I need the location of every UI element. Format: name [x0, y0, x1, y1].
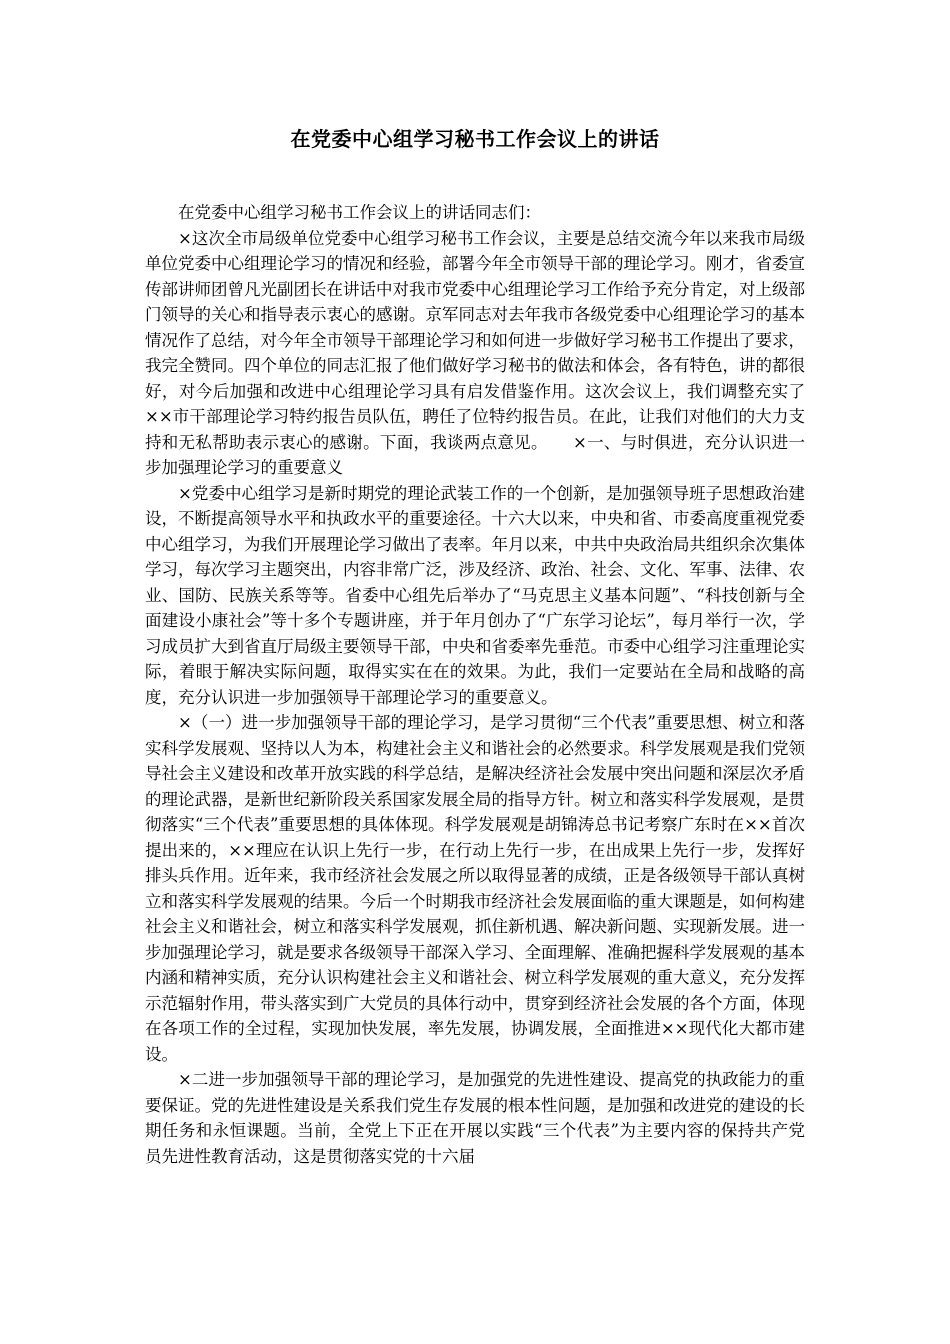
document-title: 在党委中心组学习秘书工作会议上的讲话	[290, 127, 660, 151]
paragraph: ×（一）进一步加强领导干部的理论学习，是学习贯彻“三个代表”重要思想、树立和落实科学发展观、坚持以人为本，构建社会主义和谐社会的必然要求。科学发展观是我们党领导社会主义建设和改革开放实践的科学总结，是解决经济社会发展中突出问题和深层次矛盾的理论武器，是新世纪新阶段关系国家发展全局的指导方针。树立和落实科学发展观，是贯彻落实“三个代表”重要思想的具体体现。科学发展观是胡锦涛总书记考察广东时在××首次提出来的，××理应在认识上先行一步，在行动上先行一步，在出成果上先行一步，发挥好排头兵作用。近年来，我市经济社会发展之所以取得显著的成绩，正是各级领导干部认真树立和落实科学发展观的结果。今后一个时期我市经济社会发展面临的重大课题是，如何构建社会主义和谐社会，树立和落实科学发展观，抓住新机遇、解决新问题、实现新发展。进一步加强理论学习，就是要求各级领导干部深入学习、全面理解、准确把握科学发展观的基本内涵和精神实质，充分认识构建社会主义和谐社会、树立科学发展观的重大意义，充分发挥示范辐射作用，带头落实到广大党员的具体行动中，贯穿到经济社会发展的各个方面，体现在各项工作的全过程，实现加快发展，率先发展，协调发展，全面推进××现代化大都市建设。	[145, 713, 805, 1064]
paragraph: ×二进一步加强领导干部的理论学习，是加强党的先进性建设、提高党的执政能力的重要保证。党的先进性建设是关系我们党生存发展的根本性问题，是加强和改进党的建设的长期任务和永恒课题。当前，全党上下正在开展以实践“三个代表”为主要内容的保持共产党员先进性教育活动，这是贯彻落实党的十六届	[145, 1070, 805, 1166]
document-body	[145, 200, 805, 1169]
paragraph: ×党委中心组学习是新时期党的理论武装工作的一个创新，是加强领导班子思想政治建设，不断提高领导水平和执政水平的重要途径。十六大以来，中央和省、市委高度重视党委中心组学习，为我们开展理论学习做出了表率。年月以来，中共中央政治局共组织余次集体学习，每次学习主题突出，内容非常广泛，涉及经济、政治、社会、文化、军事、法律、农业、国防、民族关系等等。省委中心组先后举办了“马克思主义基本问题”、“科技创新与全面建设小康社会”等十多个专题讲座，并于年月创办了“广东学习论坛”，每月举行一次，学习成员扩大到省直厅局级主要领导干部，中央和省委率先垂范。市委中心组学习注重理论实际，着眼于解决实际问题，取得实实在在的效果。为此，我们一定要站在全局和战略的高度，充分认识进一步加强领导干部理论学习的重要意义。	[145, 483, 805, 707]
paragraph-salutation: 在党委中心组学习秘书工作会议上的讲话同志们：	[178, 203, 541, 222]
paragraph: ×这次全市局级单位党委中心组学习秘书工作会议，主要是总结交流今年以来我市局级单位党委中心组理论学习的情况和经验，部署今年全市领导干部的理论学习。刚才，省委宣传部讲师团曾凡光副团长在讲话中对我市党委中心组理论学习工作给予充分肯定，对上级部门领导的关心和指导表示衷心的感谢。京军同志对去年我市各级党委中心组理论学习的基本情况作了总结，对今年全市领导干部理论学习和如何进一步做好学习秘书工作提出了要求，我完全赞同。四个单位的同志汇报了他们做好学习秘书的做法和体会，各有特色，讲的都很好，对今后加强和改进中心组理论学习具有启发借鉴作用。这次会议上，我们调整充实了××市干部理论学习特约报告员队伍，聘任了位特约报告员。在此，让我们对他们的大力支持和无私帮助表示衷心的感谢。下面，我谈两点意见。 ×一、与时俱进，充分认识进一步加强理论学习的重要意义	[145, 228, 805, 477]
